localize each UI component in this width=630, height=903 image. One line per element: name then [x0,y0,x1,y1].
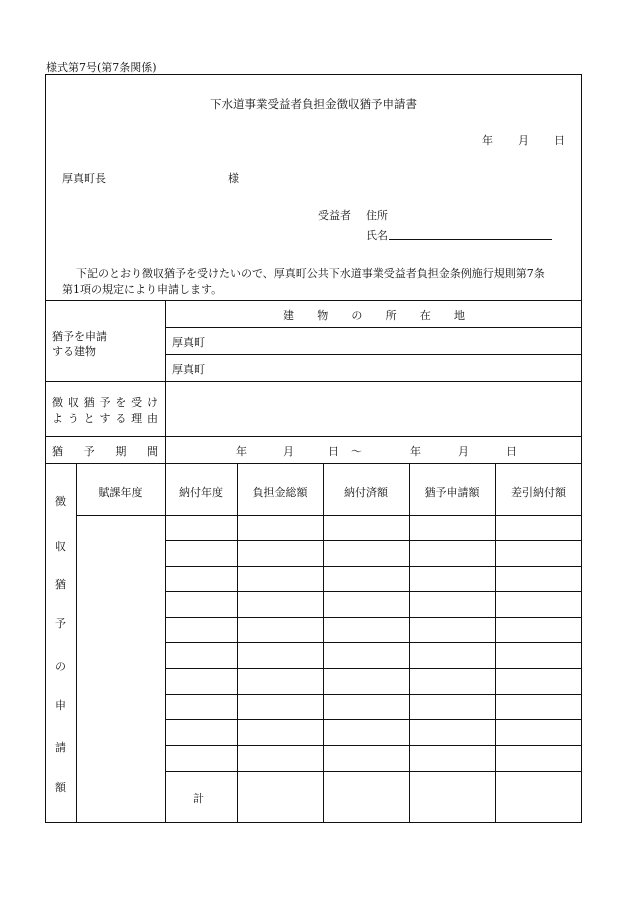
body-text-line1: 下記のとおり徴収猶予を受けたいので、厚真町公共下水道事業受益者負担金条例施行規則第7条 [76,267,545,280]
period-separator: ～ [351,445,362,458]
period-end-year: 年 [410,445,421,458]
building-label-line2: する建物 [52,345,96,358]
amounts-label-char: の [55,660,66,673]
amounts-label-char: 予 [55,617,66,630]
amounts-label-char: 額 [55,781,66,794]
total-label: 計 [193,792,204,805]
reason-label-line1: 徴 収 猶 予 を 受 け [52,396,158,409]
body-text-line2: 第1項の規定により申請します。 [62,283,223,296]
period-start-year: 年 [236,445,247,458]
amounts-label-char: 徴 [55,495,66,508]
building-row-2: 厚真町 [172,363,205,376]
period-start-month: 月 [283,445,294,458]
name-label: 氏名 [366,229,388,242]
form-title: 下水道事業受益者負担金徴収猶予申請書 [210,97,417,111]
building-label-line1: 猶予を申請 [52,330,107,343]
date-month: 月 [518,134,529,147]
header-net-payment: 差引納付額 [511,486,566,499]
header-assessment-year: 賦課年度 [98,486,143,499]
location-header: 建 物 の 所 在 地 [283,309,465,322]
date-year: 年 [482,134,493,147]
address-label: 住所 [366,209,388,222]
reason-label-line2: よ う と す る 理 由 [52,412,158,425]
amounts-label-char: 猶 [55,578,66,591]
form-number: 様式第7号(第7条関係) [46,61,157,74]
header-payment-year: 納付年度 [179,486,223,499]
header-paid-amount: 納付済額 [344,486,388,499]
header-total-charge: 負担金総額 [252,486,308,499]
name-underline [389,239,552,240]
building-row-1: 厚真町 [172,336,205,349]
period-end-day: 日 [506,445,517,458]
header-deferral-amount: 猶予申請額 [424,486,480,499]
date-day: 日 [554,134,565,147]
addressee-honorific: 様 [228,172,239,185]
amounts-label-char: 申 [55,699,66,712]
amounts-label-char: 請 [55,741,66,754]
addressee-name: 厚真町長 [62,172,106,185]
period-end-month: 月 [458,445,469,458]
period-label: 猶 予 期 間 [52,445,158,458]
applicant-role: 受益者 [318,209,351,222]
amounts-label-char: 収 [55,540,66,553]
period-start-day: 日 [328,445,339,458]
